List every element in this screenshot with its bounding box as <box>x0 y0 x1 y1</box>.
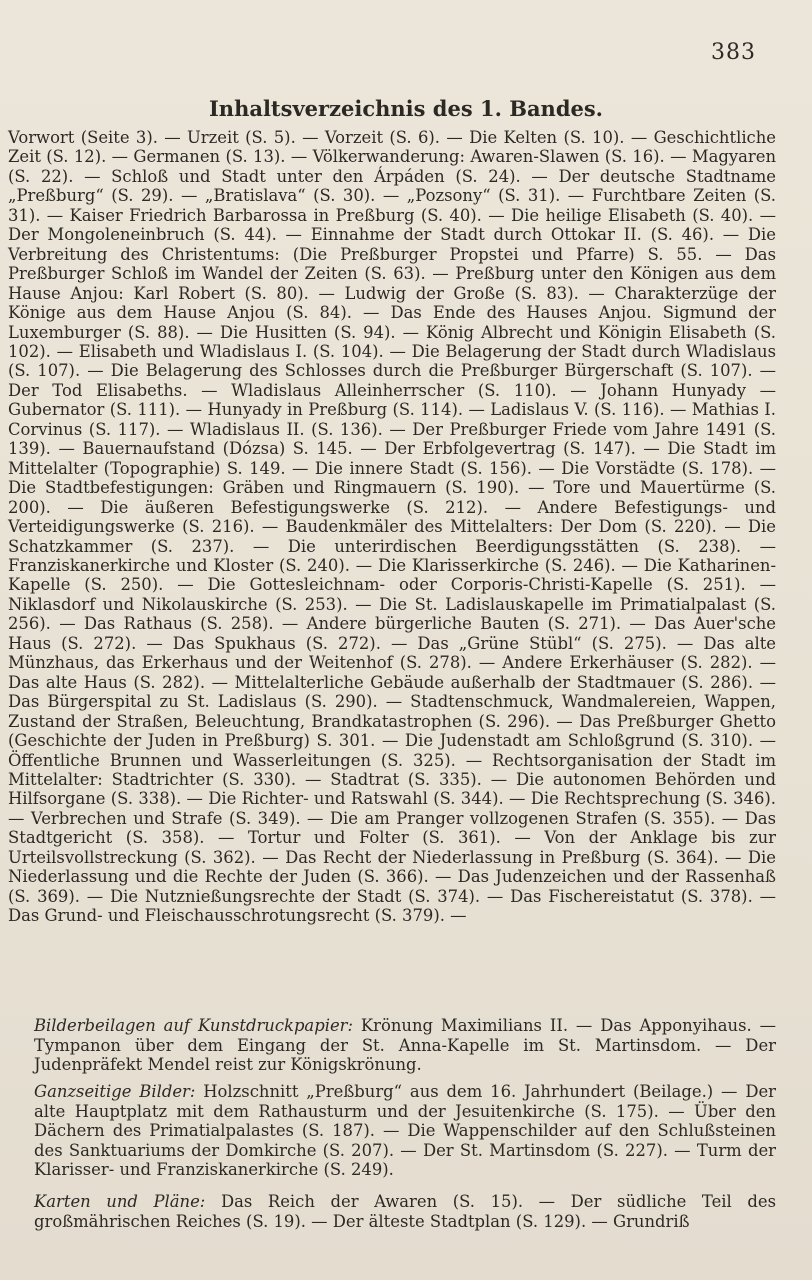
section-text: Holzschnitt „Preßburg“ aus dem 16. Jahrhundert (Beilage.) — Der alte Hauptplatz mit dem Rathausturm und der Jesuitenkirche (S. 175). — Über den Dächern des Primatialpalastes (S. 187). — Die Wappenschilder auf den Schlußsteinen des Sanktuariums der Domkirche (S. 207). — Der St. Martinsdom (S. 227). — Turm der Klarisser- und Franziskanerkirche (S. 249). <box>34 1082 776 1179</box>
section-label: Ganzseitige Bilder: <box>34 1082 204 1101</box>
page-number: 383 <box>711 40 756 65</box>
contents-paragraph: Vorwort (Seite 3). — Urzeit (S. 5). — Vorzeit (S. 6). — Die Kelten (S. 10). — Geschichtliche Zeit (S. 12). — Germanen (S. 13). — Völkerwanderung: Awaren-Slawen (S. 16). — Magyaren (S. 22). — Schloß und Stadt unter den Árpáden (S. 24). — Der deutsche Stadtname „Preßburg“ (S. 29). — „Bratislava“ (S. 30). — „Pozsony“ (S. 31). — Furchtbare Zeiten (S. 31). — Kaiser Friedrich Barbarossa in Preßburg (S. 40). — Die heilige Elisabeth (S. 40). — Der Mongoleneinbruch (S. 44). — Einnahme der Stadt durch Ottokar II. (S. 46). — Die Verbreitung des Christentums: (Die Preßburger Propstei und Pfarre) S. 55. — Das Preßburger Schloß im Wandel der Zeiten (S. 63). — Preßburg unter den Königen aus dem Hause Anjou: Karl Robert (S. 80). — Ludwig der Große (S. 83). — Charakterzüge der Könige aus dem Hause Anjou (S. 84). — Das Ende des Hauses Anjou. Sigmund der Luxemburger (S. 88). — Die Husitten (S. 94). — König Albrecht und Königin Elisabeth (S. 102). — Elisabeth und Wladislaus I. (S. 104). — Die Belagerung der Stadt durch Wladislaus (S. 107). — Die Belagerung des Schlosses durch die Preßburger Bürgerschaft (S. 107). — Der Tod Elisabeths. — Wladislaus Alleinherrscher (S. 110). — Johann Hunyady — Gubernator (S. 111). — Hunyady in Preßburg (S. 114). — Ladislaus V. (S. 116). — Mathias I. Corvinus (S. 117). — Wladislaus II. (S. 136). — Der Preßburger Friede vom Jahre 1491 (S. 139). — Bauernaufstand (Dózsa) S. 145. — Der Erbfolgevertrag (S. 147). — Die Stadt im Mittelalter (Topographie) S. 149. — Die innere Stadt (S. 156). — Die Vorstädte (S. 178). — Die Stadtbefestigungen: Gräben und Ringmauern (S. 190). — Tore und Mauertürme (S. 200). — Die äußeren Befestigungswerke (S. 212). — Andere Befestigungs- und Verteidigungswerke (S. 216). — Baudenkmäler des Mittelalters: Der Dom (S. 220). — Die Schatzkammer (S. 237). — Die unterirdischen Beerdigungsstätten (S. 238). — Franziskanerkirche und Kloster (S. 240). — Die Klarisserkirche (S. 246). — Die Katharinen-Kapelle (S. 250). — Die Gottesleichnam- oder Corporis-Christi-Kapelle (S. 251). — Niklasdorf und Nikolauskirche (S. 253). — Die St. Ladislauskapelle im Primatialpalast (S. 256). — Das Rathaus (S. 258). — Andere bürgerliche Bauten (S. 271). — Das Auer'sche Haus (S. 272). — Das Spukhaus (S. 272). — Das „Grüne Stübl“ (S. 275). — Das alte Münzhaus, das Erkerhaus und der Weitenhof (S. 278). — Andere Erkerhäuser (S. 282). — Das alte Haus (S. 282). — Mittelalterliche Gebäude außerhalb der Stadtmauer (S. 286). — Das Bürgerspital zu St. Ladislaus (S. 290). — Stadtenschmuck, Wandmalereien, Wappen, Zustand der Straßen, Beleuchtung, Brandkatastrophen (S. 296). — Das Preßburger Ghetto (Geschichte der Juden in Preßburg) S. 301. — Die Judenstadt am Schloßgrund (S. 310). — Öffentliche Brunnen und Wasserleitungen (S. 325). — Rechtsorganisation der Stadt im Mittelalter: Stadtrichter (S. 330). — Stadtrat (S. 335). — Die autonomen Behörden und Hilfsorgane (S. 338). — Die Richter- und Ratswahl (S. 344). — Die Rechtsprechung (S. 346). — Verbrechen und Strafe (S. 349). — Die am Pranger vollzogenen Strafen (S. 355). — Das Stadtgericht (S. 358). — Tortur und Folter (S. 361). — Von der Anklage bis zur Urteilsvollstreckung (S. 362). — Das Recht der Niederlassung in Preßburg (S. 364). — Die Niederlassung und die Rechte der Juden (S. 366). — Das Judenzeichen und der Rassenhaß (S. 369). — Die Nutznießungsrechte der Stadt (S. 374). — Das Fischereistatut (S. 378). — Das Grund- und Fleischausschrotungsrecht (S. 379). — <box>8 128 776 926</box>
section-maps-and-plans <box>34 1192 776 1231</box>
section-full-page-images <box>34 1082 776 1180</box>
section-art-plates <box>34 1016 776 1075</box>
section-label: Bilderbeilagen auf Kunstdruckpapier: <box>34 1016 361 1035</box>
section-text: Krönung Maximilians II. — Das Apponyihaus. — Tympanon über dem Eingang der St. Anna-Kapelle im St. Martinsdom. — Der Judenpräfekt Mendel reist zur Königskrönung. <box>34 1016 776 1074</box>
page-title: Inhaltsverzeichnis des 1. Bandes. <box>208 96 603 121</box>
section-text: Das Reich der Awaren (S. 15). — Der südliche Teil des großmährischen Reiches (S. 19). — Der älteste Stadtplan (S. 129). — Grundriß <box>34 1192 776 1231</box>
section-label: Karten und Pläne: <box>34 1192 221 1211</box>
